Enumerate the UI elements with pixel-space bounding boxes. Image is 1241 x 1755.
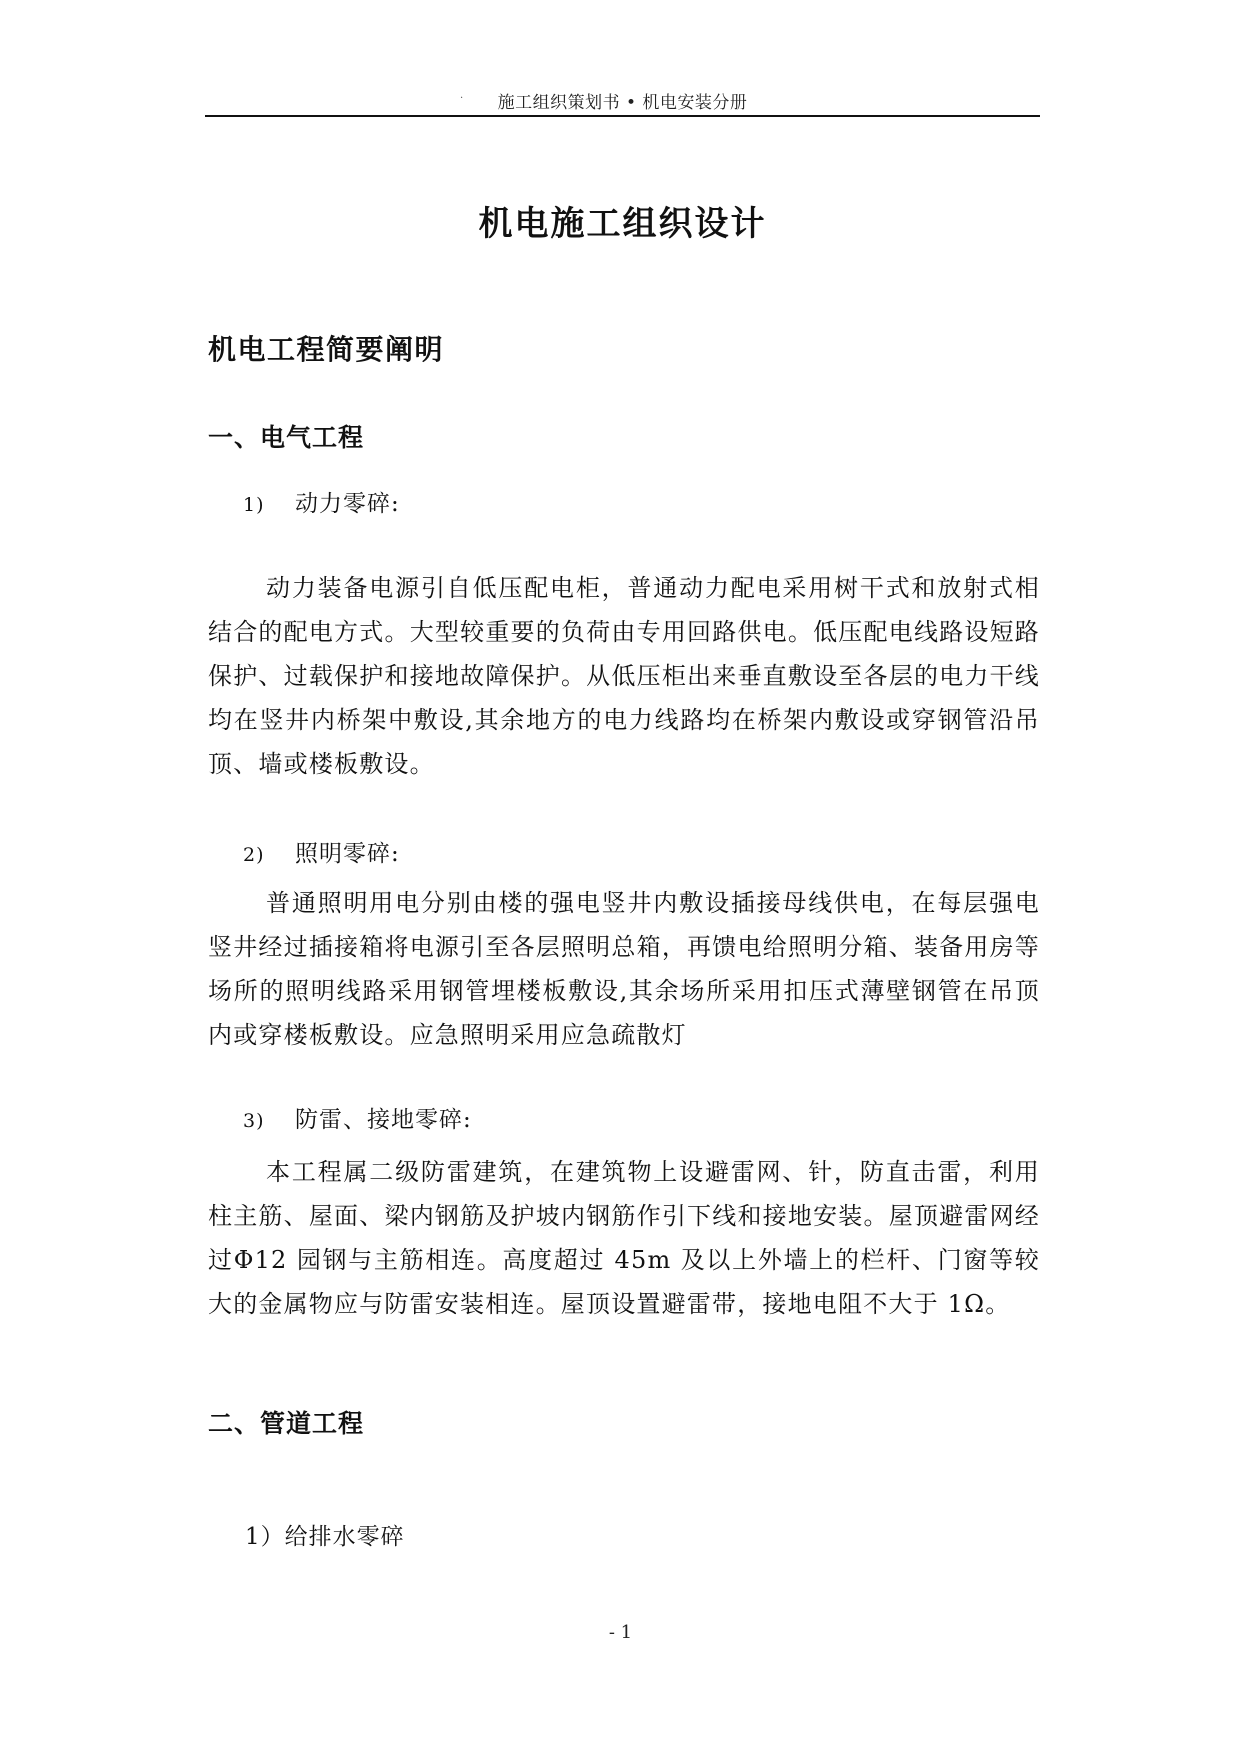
subheading-number: 3): [243, 1110, 265, 1132]
header-dot: .: [460, 90, 464, 101]
subheading-water-supply: 1）给排水零碎: [245, 1524, 405, 1550]
subheading-power: [243, 485, 400, 518]
header-text: 施工组织策划书 • 机电安装分册: [497, 93, 748, 113]
subheading-label: 防雷、接地零碎:: [295, 1107, 472, 1133]
subheading-lightning-protection: [243, 1101, 472, 1134]
page-header: [205, 88, 1040, 114]
paragraph-power: 动力装备电源引自低压配电柜，普通动力配电采用树干式和放射式相结合的配电方式。大型较重要的负荷由专用回路供电。低压配电线路设短路保护、过载保护和接地故障保护。从低压柜出来垂直敷设至各层的电力干线均在竖井内桥架中敷设,其余地方的电力线路均在桥架内敷设或穿钢管沿吊顶、墙或楼板敷设。: [208, 574, 1040, 778]
heading-electrical: 一、电气工程: [208, 423, 365, 452]
document-title: 机电施工组织设计: [478, 204, 767, 244]
paragraph-lighting: 普通照明用电分别由楼的强电竖井内敷设插接母线供电，在每层强电竖井经过插接箱将电源引至各层照明总箱，再馈电给照明分箱、装备用房等场所的照明线路采用钢管埋楼板敷设,其余场所采用扣压式薄壁钢管在吊顶内或穿楼板敷设。应急照明采用应急疏散灯: [208, 889, 1040, 1049]
subheading-label: 照明零碎:: [295, 841, 400, 867]
paragraph-lightning-protection: 本工程属二级防雷建筑，在建筑物上设避雷网、针，防直击雷，利用柱主筋、屋面、梁内钢筋及护坡内钢筋作引下线和接地安装。屋顶避雷网经过Φ12 园钢与主筋相连。高度超过 45m 及以上外墙上的栏杆、门窗等较大的金属物应与防雷安装相连。屋顶设置避雷带，接地电阻不大于 1Ω。: [208, 1158, 1040, 1318]
page-number: - 1: [608, 1622, 633, 1643]
subheading-number: 1): [243, 494, 265, 516]
heading-piping: 二、管道工程: [208, 1409, 365, 1438]
header-rule: [205, 115, 1040, 117]
subheading-lighting: [243, 835, 400, 868]
section-title: 机电工程简要阐明: [208, 333, 445, 366]
subheading-label: 动力零碎:: [295, 491, 400, 517]
subheading-number: 2): [243, 844, 265, 866]
